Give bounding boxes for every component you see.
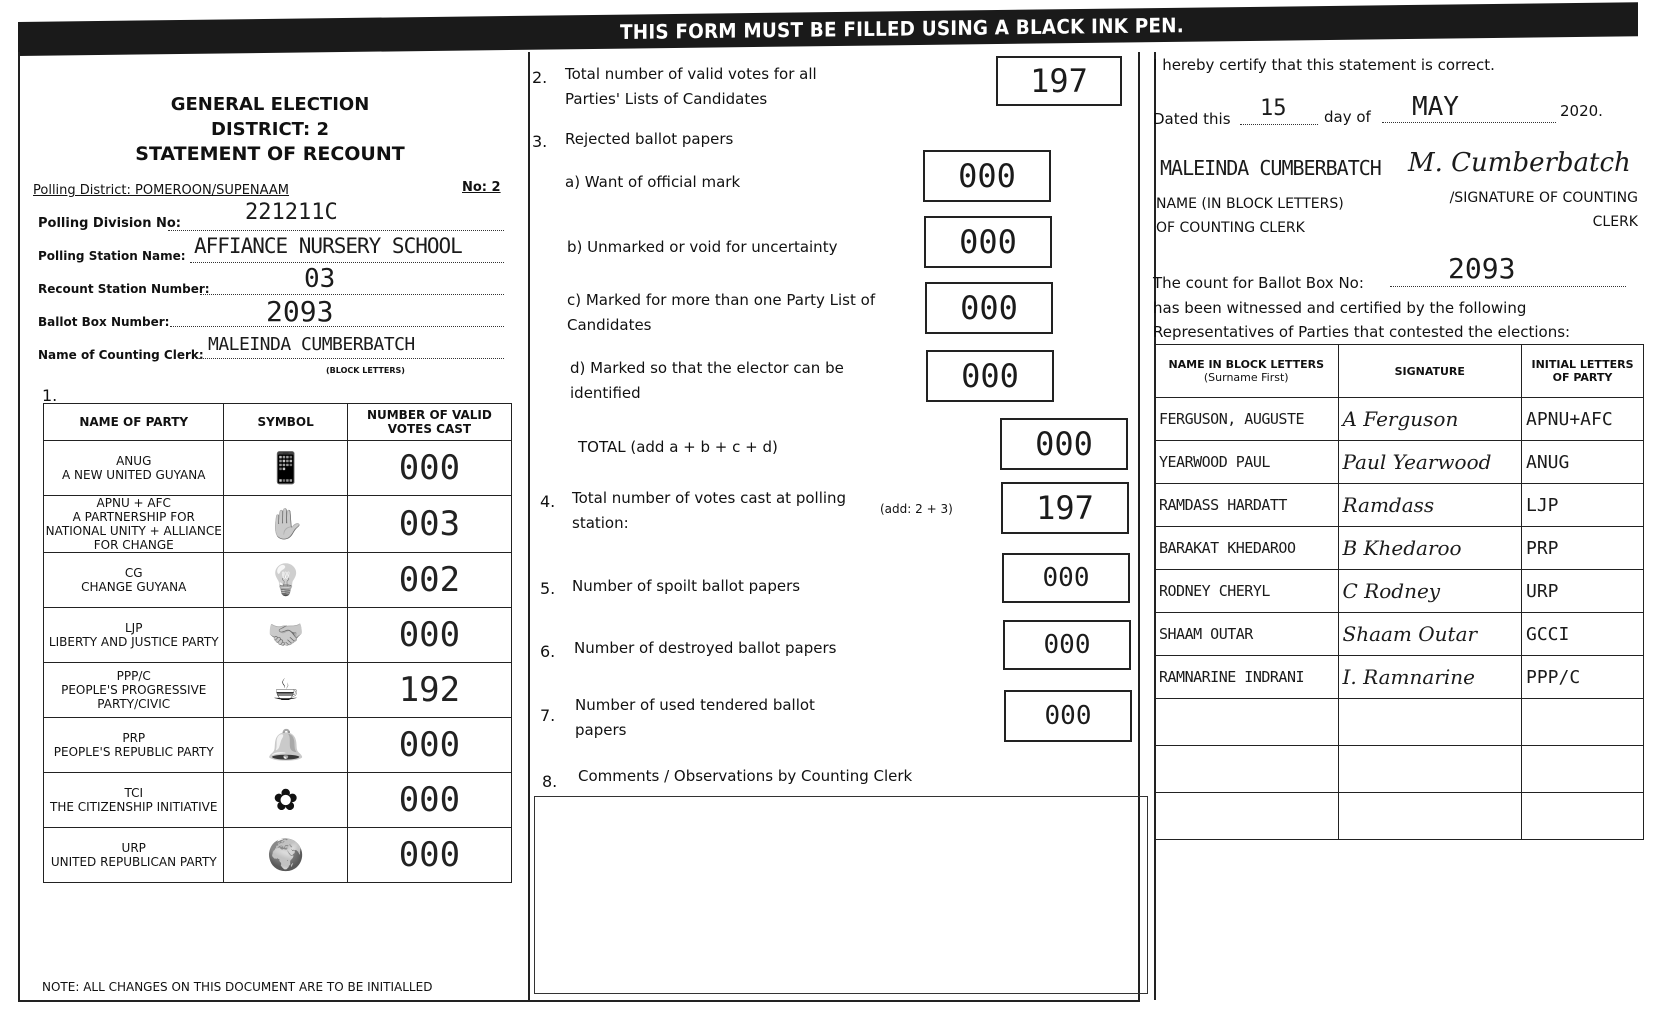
party-name-cell <box>44 441 224 496</box>
polling-station-label: Polling Station Name: <box>38 249 186 263</box>
election-header <box>110 92 430 167</box>
table-row <box>1155 613 1644 656</box>
table-row-empty <box>1155 746 1644 793</box>
item3c-text-line2: Candidates <box>567 316 652 334</box>
rep-party-cell: URP <box>1522 570 1644 613</box>
item4-add-note: (add: 2 + 3) <box>880 502 953 516</box>
party-full-name: THE CITIZENSHIP INITIATIVE <box>50 800 218 814</box>
ballot-box-value: 2093 <box>266 295 334 328</box>
table-row <box>1155 441 1644 484</box>
rep-signature-cell: Shaam Outar <box>1338 613 1522 656</box>
table-row <box>1155 570 1644 613</box>
col-name-of-party: NAME OF PARTY <box>44 404 224 441</box>
table-row <box>44 496 512 553</box>
col-rep-name-line1: NAME IN BLOCK LETTERS <box>1168 358 1325 371</box>
party-full-name: PEOPLE'S PROGRESSIVE PARTY/CIVIC <box>61 683 207 711</box>
party-symbol-cell <box>224 773 347 828</box>
table-row <box>1155 656 1644 699</box>
globe-symbol-icon: 🌍 <box>266 837 305 873</box>
item5-text: Number of spoilt ballot papers <box>572 577 801 595</box>
item3b-text: b) Unmarked or void for uncertainty <box>567 238 838 256</box>
party-votes-cell: 002 <box>347 553 511 608</box>
item4-text-line2: station: <box>572 514 629 532</box>
banner-text: THIS FORM MUST BE FILLED USING A BLACK INK PEN. <box>620 13 1184 44</box>
item3d-value-box: 000 <box>926 350 1054 402</box>
item3d-text-line1: d) Marked so that the elector can be <box>570 359 844 377</box>
item3c-value-box: 000 <box>925 282 1053 334</box>
item3a-value-box: 000 <box>923 150 1051 202</box>
col-symbol: SYMBOL <box>224 404 347 441</box>
cup-symbol-icon: ☕ <box>272 672 300 708</box>
table-row <box>44 608 512 663</box>
party-symbol-cell <box>224 496 347 553</box>
rep-party-cell: LJP <box>1522 484 1644 527</box>
witnessed-text <box>1153 296 1570 344</box>
witnessed-text-line2: Representatives of Parties that contested the elections: <box>1153 323 1571 341</box>
party-symbol-cell <box>224 441 347 496</box>
table-row <box>44 828 512 883</box>
item3-text: Rejected ballot papers <box>565 130 734 148</box>
party-abbr: PRP <box>122 731 146 745</box>
col-rep-party-line1: INITIAL LETTERS <box>1531 358 1634 371</box>
clerk-signature-label-line1: /SIGNATURE OF COUNTING <box>1449 190 1638 206</box>
item3c-text-line1: c) Marked for more than one Party List of <box>567 291 876 309</box>
party-votes-cell: 003 <box>347 496 511 553</box>
item7-number: 7. <box>540 706 556 725</box>
item7-text-line2: papers <box>575 721 627 739</box>
item5-value-box: 000 <box>1002 553 1130 603</box>
rep-name-cell: SHAAM OUTAR <box>1155 613 1339 656</box>
table-row <box>44 773 512 828</box>
item3-total-box: 000 <box>1000 418 1128 470</box>
polling-district-no: No: 2 <box>462 180 501 195</box>
polling-division-label: Polling Division No: <box>38 216 182 231</box>
day-value: 15 <box>1260 96 1287 121</box>
party-full-name: UNITED REPUBLICAN PARTY <box>50 855 217 869</box>
party-symbol-cell <box>224 608 347 663</box>
party-votes-cell: 000 <box>347 773 511 828</box>
witnessed-text-line1: has been witnessed and certified by the following <box>1153 299 1527 317</box>
lightbulb-symbol-icon: 💡 <box>266 562 305 598</box>
ballot-box-label: Ballot Box Number: <box>38 315 170 329</box>
clerk-signature-label <box>1408 186 1638 234</box>
party-name-cell <box>44 718 224 773</box>
item4-text-line1: Total number of votes cast at polling <box>572 489 847 507</box>
item2-number: 2. <box>532 68 548 87</box>
item4-text <box>572 486 846 536</box>
certify-text: I hereby certify that this statement is correct. <box>1153 56 1495 74</box>
table-row <box>1155 484 1644 527</box>
party-symbol-cell <box>224 553 347 608</box>
recount-station-label: Recount Station Number: <box>38 282 210 296</box>
counting-clerk-label: Name of Counting Clerk: <box>38 348 204 362</box>
item7-text-line1: Number of used tendered ballot <box>575 696 815 714</box>
party-votes-cell: 000 <box>347 718 511 773</box>
clerk-name-label <box>1156 192 1344 240</box>
lamp-symbol-icon: 🔔 <box>266 727 305 763</box>
party-abbr: LJP <box>125 621 143 635</box>
item3c-text <box>567 288 875 338</box>
hand-key-symbol-icon: ✋ <box>266 506 305 542</box>
empty-cell <box>1338 746 1522 793</box>
item7-value-box: 000 <box>1004 690 1132 742</box>
rep-party-cell: ANUG <box>1522 441 1644 484</box>
party-full-name: A NEW UNITED GUYANA <box>62 468 206 482</box>
party-abbr: URP <box>121 841 146 855</box>
party-votes-cell: 000 <box>347 828 511 883</box>
item8-text: Comments / Observations by Counting Clerk <box>578 767 913 785</box>
rep-signature-cell: Ramdass <box>1338 484 1522 527</box>
empty-cell <box>1338 793 1522 840</box>
item4-number: 4. <box>540 492 556 511</box>
party-votes-table <box>43 403 512 883</box>
col-votes: NUMBER OF VALID VOTES CAST <box>347 404 511 441</box>
item6-text: Number of destroyed ballot papers <box>574 639 837 657</box>
item6-value-box: 000 <box>1003 620 1131 670</box>
header-line2: DISTRICT: 2 <box>211 119 329 140</box>
party-representatives-table <box>1154 344 1644 840</box>
rep-signature-cell: B Khedaroo <box>1338 527 1522 570</box>
party-name-cell <box>44 553 224 608</box>
item3-number: 3. <box>532 132 548 151</box>
clerk-name-label-line2: OF COUNTING CLERK <box>1156 220 1305 236</box>
item3a-text: a) Want of official mark <box>565 173 741 191</box>
phone-symbol-icon: 📱 <box>266 450 305 486</box>
rep-party-cell: GCCI <box>1522 613 1644 656</box>
party-symbol-cell <box>224 828 347 883</box>
item3b-value-box: 000 <box>924 216 1052 268</box>
party-full-name: CHANGE GUYANA <box>81 580 187 594</box>
empty-cell <box>1155 746 1339 793</box>
rep-name-cell: FERGUSON, AUGUSTE <box>1155 398 1339 441</box>
col-rep-name-line2: (Surname First) <box>1203 371 1289 384</box>
party-name-cell <box>44 608 224 663</box>
col-rep-party-line2: OF PARTY <box>1552 371 1613 384</box>
item2-value-box: 197 <box>996 56 1122 106</box>
party-name-cell <box>44 828 224 883</box>
party-votes-cell: 000 <box>347 441 511 496</box>
rep-name-cell: RODNEY CHERYL <box>1155 570 1339 613</box>
clerk-name-value: MALEINDA CUMBERBATCH <box>1160 156 1381 180</box>
party-votes-cell: 192 <box>347 663 511 718</box>
count-for-label: The count for Ballot Box No: <box>1153 274 1364 292</box>
empty-cell <box>1522 746 1644 793</box>
rep-party-cell: PPP/C <box>1522 656 1644 699</box>
empty-cell <box>1338 699 1522 746</box>
party-full-name: A PARTNERSHIP FOR NATIONAL UNITY + ALLIANCE FOR CHANGE <box>45 510 222 552</box>
party-abbr: TCI <box>124 786 143 800</box>
rep-name-cell: YEARWOOD PAUL <box>1155 441 1339 484</box>
item3-total-text: TOTAL (add a + b + c + d) <box>578 438 778 456</box>
year-label: 2020. <box>1560 102 1603 120</box>
item2-text-line1: Total number of valid votes for all <box>565 65 817 83</box>
header-line3: STATEMENT OF RECOUNT <box>135 143 405 165</box>
party-abbr: APNU + AFC <box>96 496 171 510</box>
party-full-name: PEOPLE'S REPUBLIC PARTY <box>53 745 214 759</box>
item3d-text-line2: identified <box>570 384 641 402</box>
block-letters-note: (BLOCK LETTERS) <box>326 366 405 375</box>
col-rep-party <box>1522 345 1644 398</box>
item2-text-line2: Parties' Lists of Candidates <box>565 90 768 108</box>
note-text: NOTE: ALL CHANGES ON THIS DOCUMENT ARE TO BE INITIALLED <box>42 980 433 994</box>
comments-box[interactable] <box>534 796 1148 994</box>
col-rep-name <box>1155 345 1339 398</box>
party-symbol-cell <box>224 718 347 773</box>
header-line1: GENERAL ELECTION <box>170 94 370 115</box>
rep-signature-cell: A Ferguson <box>1338 398 1522 441</box>
party-abbr: CG <box>124 566 143 580</box>
section1-number: 1. <box>42 386 58 405</box>
rep-name-cell: BARAKAT KHEDAROO <box>1155 527 1339 570</box>
count-box-value: 2093 <box>1448 252 1516 285</box>
empty-cell <box>1155 699 1339 746</box>
rep-signature-cell: Paul Yearwood <box>1338 441 1522 484</box>
clerk-name-label-line1: NAME (IN BLOCK LETTERS) <box>1156 196 1344 212</box>
table-row-empty <box>1155 793 1644 840</box>
polling-district-label: Polling District: POMEROON/SUPENAAM <box>33 183 290 198</box>
table-row-empty <box>1155 699 1644 746</box>
table-row <box>1155 527 1644 570</box>
polling-division-value: 221211C <box>245 200 338 225</box>
col-rep-signature: SIGNATURE <box>1338 345 1522 398</box>
day-of-label: day of <box>1324 108 1371 126</box>
party-name-cell <box>44 496 224 553</box>
table-row <box>44 553 512 608</box>
item2-text <box>565 62 817 112</box>
table-row <box>44 718 512 773</box>
rep-name-cell: RAMNARINE INDRANI <box>1155 656 1339 699</box>
item7-text <box>575 693 815 743</box>
handshake-symbol-icon: 🤝 <box>266 617 305 653</box>
rep-party-cell: PRP <box>1522 527 1644 570</box>
clerk-signature: M. Cumberbatch <box>1408 148 1631 178</box>
rep-signature-cell: I. Ramnarine <box>1338 656 1522 699</box>
polling-station-value: AFFIANCE NURSERY SCHOOL <box>194 234 462 258</box>
item3d-text <box>570 356 844 406</box>
party-abbr: PPP/C <box>116 669 151 683</box>
table-row <box>1155 398 1644 441</box>
party-full-name: LIBERTY AND JUSTICE PARTY <box>48 635 219 649</box>
party-name-cell <box>44 773 224 828</box>
recount-station-value: 03 <box>304 264 336 294</box>
table-row <box>44 663 512 718</box>
item5-number: 5. <box>540 579 556 598</box>
party-votes-cell: 000 <box>347 608 511 663</box>
empty-cell <box>1522 793 1644 840</box>
item4-value-box: 197 <box>1001 482 1129 534</box>
party-abbr: ANUG <box>116 454 152 468</box>
month-value: MAY <box>1412 92 1459 122</box>
flower-symbol-icon: ✿ <box>273 782 299 818</box>
dated-this-label: Dated this <box>1153 110 1231 128</box>
empty-cell <box>1155 793 1339 840</box>
rep-party-cell: APNU+AFC <box>1522 398 1644 441</box>
empty-cell <box>1522 699 1644 746</box>
item8-number: 8. <box>542 772 558 791</box>
party-symbol-cell <box>224 663 347 718</box>
item6-number: 6. <box>540 642 556 661</box>
party-name-cell <box>44 663 224 718</box>
rep-signature-cell: C Rodney <box>1338 570 1522 613</box>
table-row <box>44 441 512 496</box>
rep-name-cell: RAMDASS HARDATT <box>1155 484 1339 527</box>
clerk-signature-label-line2: CLERK <box>1592 214 1638 230</box>
counting-clerk-value: MALEINDA CUMBERBATCH <box>208 334 415 355</box>
